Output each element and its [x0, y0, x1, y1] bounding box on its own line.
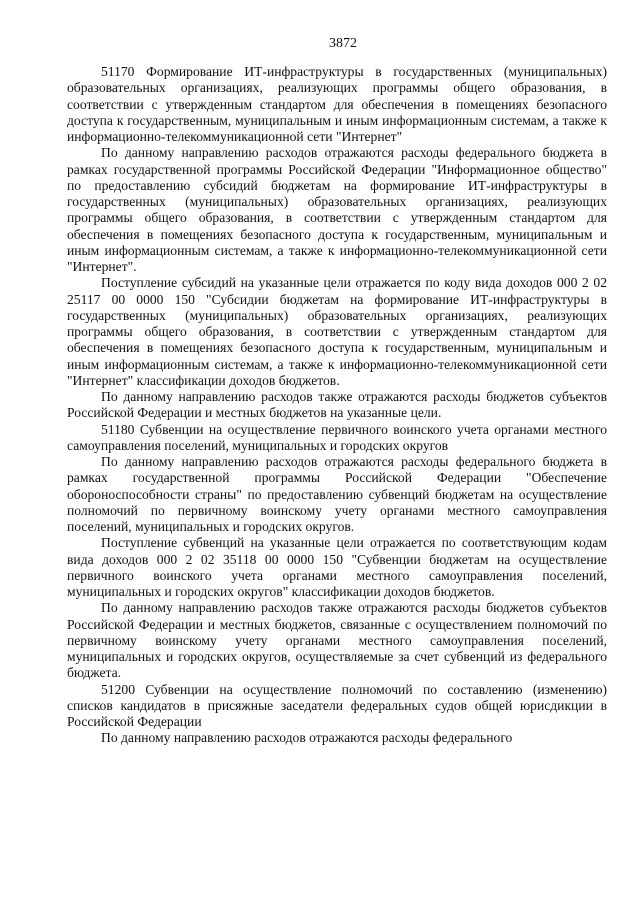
paragraph: По данному направлению расходов отражаются расходы федерального бюджета в рамках государственной программы Российской Федерации "Обеспечение обороноспособности страны" по предоставлению субвенций бюджетам на осуществление полномочий по первичному воинскому учету органами местного самоуправления поселений, муниципальных и городских округов.: [67, 454, 607, 534]
paragraph: Поступление субсидий на указанные цели отражается по коду вида доходов 000 2 02 25117 00 0000 150 "Субсидии бюджетам на формирование ИТ-инфраструктуры в государственных (муниципальных) образовательных организациях, реализующих программы общего образования, в соответствии с утвержденным стандартом для обеспечения в помещениях безопасного доступа к государственным, муниципальным и иным информационным системам, а также к информационно-телекоммуникационной сети "Интернет" классификации доходов бюджетов.: [67, 275, 607, 388]
section-heading-51170: 51170 Формирование ИТ-инфраструктуры в государственных (муниципальных) образовательных организациях, реализующих программы общего образования, в соответствии с утвержденным стандартом для обеспечения в помещениях безопасного доступа к государственным, муниципальным и иным информационным системам, а также к информационно-телекоммуникационной сети "Интернет": [67, 64, 607, 144]
paragraph: По данному направлению расходов отражаются расходы федерального: [101, 730, 513, 746]
paragraph: По данному направлению расходов также отражаются расходы бюджетов субъектов Российской Федерации и местных бюджетов, связанные с осуществлением полномочий по первичному воинскому учету органами местного самоуправления поселений, муниципальных и городских округов, осуществляемые за счет субвенций из федерального бюджета.: [67, 600, 607, 681]
paragraph: Поступление субвенций на указанные цели отражается по соответствующим кодам вида доходов 000 2 02 35118 00 0000 150 "Субвенции бюджетам на осуществление первичного воинского учета органами местного самоуправления поселений, муниципальных и городских округов" классификации доходов бюджетов.: [67, 535, 607, 599]
paragraph: По данному направлению расходов также отражаются расходы бюджетов субъектов Российской Федерации и местных бюджетов на указанные цели.: [67, 389, 607, 421]
paragraph: По данному направлению расходов отражаются расходы федерального бюджета в рамках государственной программы Российской Федерации "Информационное общество" по предоставлению субсидий бюджетам на формирование ИТ-инфраструктуры в государственных (муниципальных) образовательных организациях, реализующих программы общего образования, в соответствии с утвержденным стандартом для обеспечения в помещениях безопасного доступа к государственным, муниципальным и иным информационным системам, а также к информационно-телекоммуникационной сети "Интернет".: [67, 145, 607, 274]
section-heading-51180: 51180 Субвенции на осуществление первичного воинского учета органами местного самоуправления поселений, муниципальных и городских округов: [67, 421, 607, 453]
page-number: 3872: [329, 36, 357, 51]
section-heading-51200: 51200 Субвенции на осуществление полномочий по составлению (изменению) списков кандидатов в присяжные заседатели федеральных судов общей юрисдикции в Российской Федерации: [67, 681, 607, 729]
